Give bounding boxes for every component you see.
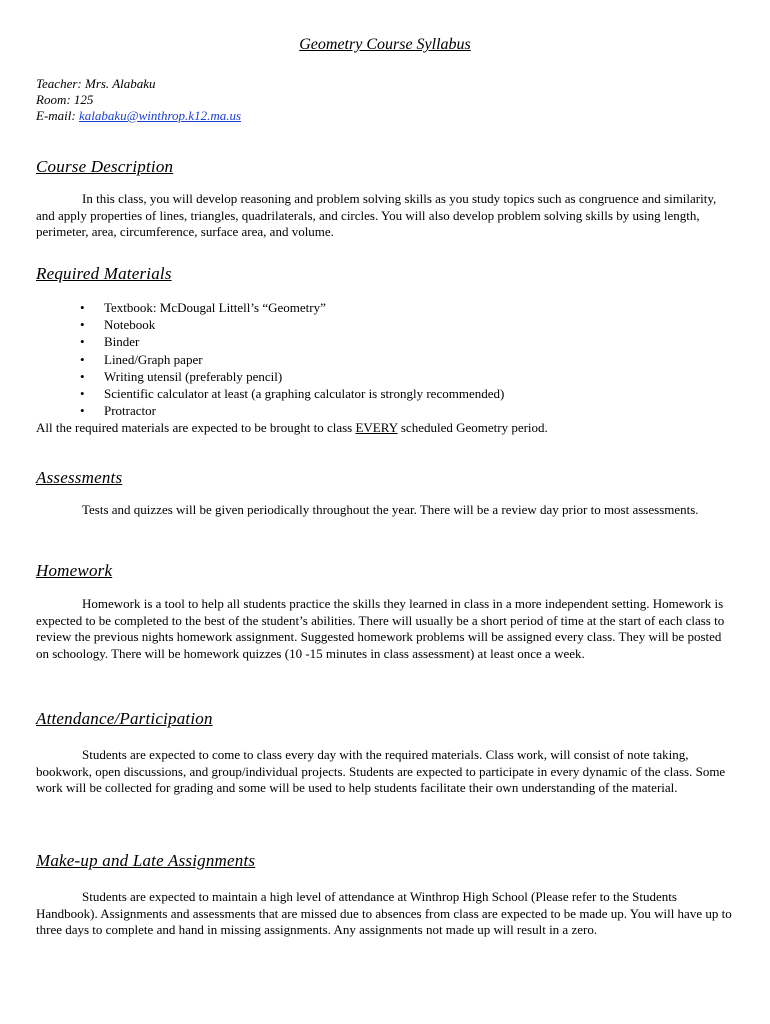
attendance-heading: Attendance/Participation <box>36 709 213 728</box>
teacher-info <box>36 76 241 124</box>
makeup-text: Students are expected to maintain a high level of attendance at Winthrop High School (Please refer to the Students Handbook). Assignments and assessments that are missed due to absences from class are expected to be made up. You will have up to three days to complete and hand in missing assignments. Any assignments not made up will result in a zero. <box>36 889 732 937</box>
assessments-heading: Assessments <box>36 468 123 487</box>
materials-note-emphasis: EVERY <box>355 420 398 435</box>
materials-note <box>36 420 548 436</box>
email-label: E-mail: <box>36 108 79 123</box>
required-materials-heading: Required Materials <box>36 264 172 283</box>
email-link[interactable]: kalabaku@winthrop.k12.ma.us <box>78 108 242 123</box>
page-title <box>0 36 770 54</box>
makeup-heading: Make-up and Late Assignments <box>36 851 256 870</box>
email-line <box>36 108 241 124</box>
page-title-text: Geometry Course Syllabus <box>299 36 471 53</box>
list-item: • Scientific calculator at least (a graphing calculator is strongly recommended) <box>80 385 504 402</box>
room-number: Room: 125 <box>36 92 94 107</box>
homework-text: Homework is a tool to help all students practice the skills they learned in class in a more independent setting. Homework is expected to be completed to the best of the student’s abilities. There will usually be a short period of time at the start of each class to review the previous nights homework assignment. Suggested homework problems will be assigned every class. They will be posted on schoology. There will be homework quizzes (10 -15 minutes in class assessment) at least once a week. <box>36 596 725 661</box>
assessments-text: Tests and quizzes will be given periodically throughout the year. There will be a review day prior to most assessments. <box>82 502 699 517</box>
homework-heading: Homework <box>36 561 113 580</box>
course-description-heading: Course Description <box>36 157 174 176</box>
teacher-name: Teacher: Mrs. Alabaku <box>36 76 156 91</box>
course-description-text: In this class, you will develop reasoning and problem solving skills as you study topics such as congruence and similarity, and apply properties of lines, triangles, quadrilaterals, and circles. You will also develop problem solving skills by using length, perimeter, area, circumference, surface area, and volume. <box>36 191 717 239</box>
list-item: • Lined/Graph paper <box>80 351 504 368</box>
list-item: • Binder <box>80 333 504 350</box>
materials-note-after: scheduled Geometry period. <box>397 420 548 435</box>
materials-note-before: All the required materials are expected to be brought to class <box>36 420 356 435</box>
list-item: • Writing utensil (preferably pencil) <box>80 368 504 385</box>
list-item: • Protractor <box>80 402 504 419</box>
attendance-text: Students are expected to come to class every day with the required materials. Class work, will consist of note taking, bookwork, open discussions, and group/individual projects. Students are expected to participate in every dynamic of the class. Some work will be collected for grading and some will be used to help students facilitate their own understanding of the material. <box>36 747 726 795</box>
list-item: • Notebook <box>80 316 504 333</box>
list-item: • Textbook: McDougal Littell’s “Geometry” <box>80 299 504 316</box>
materials-list <box>80 299 504 419</box>
